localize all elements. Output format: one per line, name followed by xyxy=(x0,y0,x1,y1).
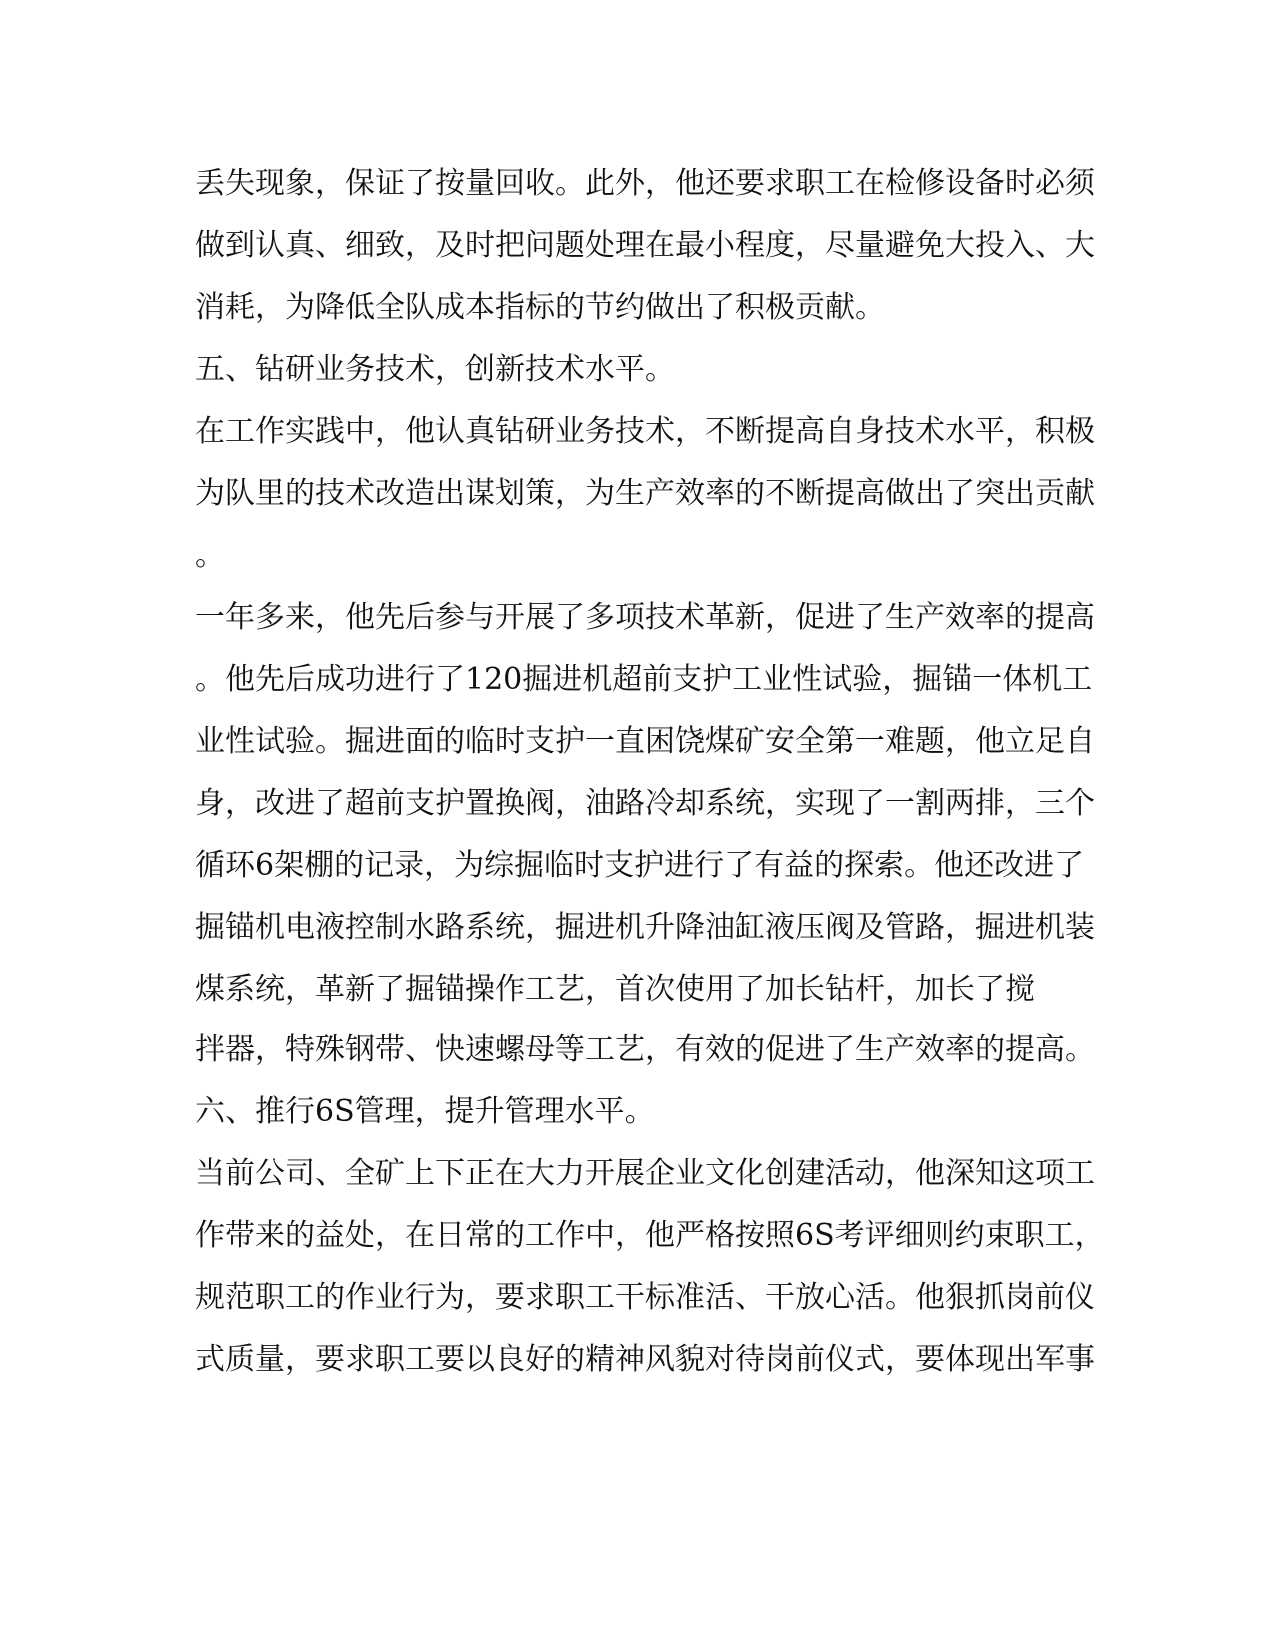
text-line: 。 xyxy=(195,538,225,573)
text-line: 。他先后成功进行了120掘进机超前支护工业性试验，掘锚一体机工 xyxy=(195,662,1093,697)
text-line: 规范职工的作业行为，要求职工干标准活、干放心活。他狠抓岗前仪 xyxy=(195,1280,1095,1315)
text-line: 掘锚机电液控制水路系统，掘进机升降油缸液压阀及管路，掘进机装 xyxy=(195,910,1095,945)
text-line: 拌器，特殊钢带、快速螺母等工艺，有效的促进了生产效率的提高。 xyxy=(195,1032,1095,1067)
text-line: 消耗，为降低全队成本指标的节约做出了积极贡献。 xyxy=(195,290,885,325)
section-heading: 六、推行6S管理，提升管理水平。 xyxy=(195,1094,655,1129)
text-line: 业性试验。掘进面的临时支护一直困饶煤矿安全第一难题，他立足自 xyxy=(195,724,1095,759)
text-line: 做到认真、细致，及时把问题处理在最小程度，尽量避免大投入、大 xyxy=(195,228,1095,263)
text-line: 在工作实践中，他认真钻研业务技术，不断提高自身技术水平，积极 xyxy=(195,414,1095,449)
text-line: 丢失现象，保证了按量回收。此外，他还要求职工在检修设备时必须 xyxy=(195,166,1095,201)
text-line: 煤系统，革新了掘锚操作工艺，首次使用了加长钻杆，加长了搅 xyxy=(195,972,1035,1007)
text-line: 为队里的技术改造出谋划策，为生产效率的不断提高做出了突出贡献 xyxy=(195,476,1095,511)
text-line: 循环6架棚的记录，为综掘临时支护进行了有益的探索。他还改进了 xyxy=(195,848,1085,883)
text-line: 作带来的益处，在日常的工作中，他严格按照6S考评细则约束职工， xyxy=(195,1218,1105,1253)
text-line: 一年多来，他先后参与开展了多项技术革新，促进了生产效率的提高 xyxy=(195,600,1095,635)
text-line: 身，改进了超前支护置换阀，油路冷却系统，实现了一割两排，三个 xyxy=(195,786,1095,821)
text-line: 当前公司、全矿上下正在大力开展企业文化创建活动，他深知这项工 xyxy=(195,1156,1095,1191)
section-heading: 五、钻研业务技术，创新技术水平。 xyxy=(195,352,675,387)
text-line: 式质量，要求职工要以良好的精神风貌对待岗前仪式，要体现出军事 xyxy=(195,1342,1095,1377)
